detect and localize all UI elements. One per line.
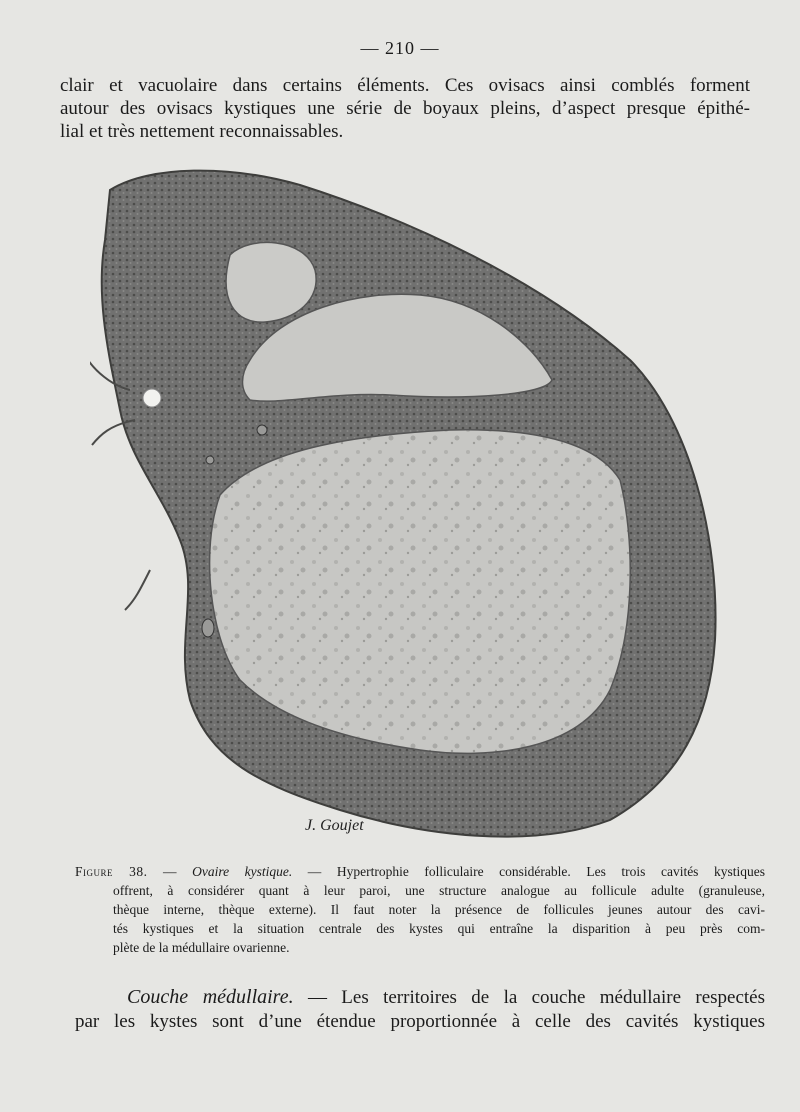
caption-line-3: thèque interne, thèque externe). Il faut noter la présence de follicules jeunes autour des cavi- xyxy=(113,902,765,917)
body-paragraph xyxy=(75,985,765,1034)
caption-line-1: — Hypertrophie folliculaire considérable. Les trois cavités kystiques xyxy=(292,864,765,879)
follicle-2 xyxy=(206,456,214,464)
page-number: — 210 — xyxy=(360,38,440,58)
follicle-1 xyxy=(257,425,267,435)
follicle-3 xyxy=(202,619,214,637)
intro-line-2: autour des ovisacs kystiques une série de boyaux pleins, d’aspect presque épithé- xyxy=(60,98,750,119)
figure-caption xyxy=(75,862,765,957)
cyst-large xyxy=(210,430,631,754)
section-title: Couche médullaire. xyxy=(127,986,294,1008)
figure-label: Figure 38. xyxy=(75,864,148,879)
intro-paragraph xyxy=(60,74,750,143)
body-line-1: — Les territoires de la couche médullaire respectés xyxy=(293,987,765,1008)
figure-ovary-illustration xyxy=(90,160,730,845)
intro-line-3: lial et très nettement reconnaissables. xyxy=(60,121,344,142)
body-line-2: par les kystes sont d’une étendue proportionnée à celle des cavités kystiques xyxy=(75,1011,765,1032)
intro-line-1: clair et vacuolaire dans certains éléments. Ces ovisacs ainsi comblés forment xyxy=(60,75,750,96)
caption-line-2: offrent, à considérer quant à leur paroi, une structure analogue au follicule adulte (granuleuse, xyxy=(113,883,765,898)
ovary-drawing xyxy=(90,160,730,845)
figure-title: Ovaire kystique. xyxy=(192,864,293,879)
caption-line-5: plète de la médullaire ovarienne. xyxy=(113,940,290,955)
caption-line-4: tés kystiques et la situation centrale des kystes qui entraîne la disparition à peu près com- xyxy=(113,921,765,936)
caption-dash: — xyxy=(147,864,193,879)
artist-signature: J. Goujet xyxy=(305,817,364,834)
white-spot xyxy=(143,389,161,407)
